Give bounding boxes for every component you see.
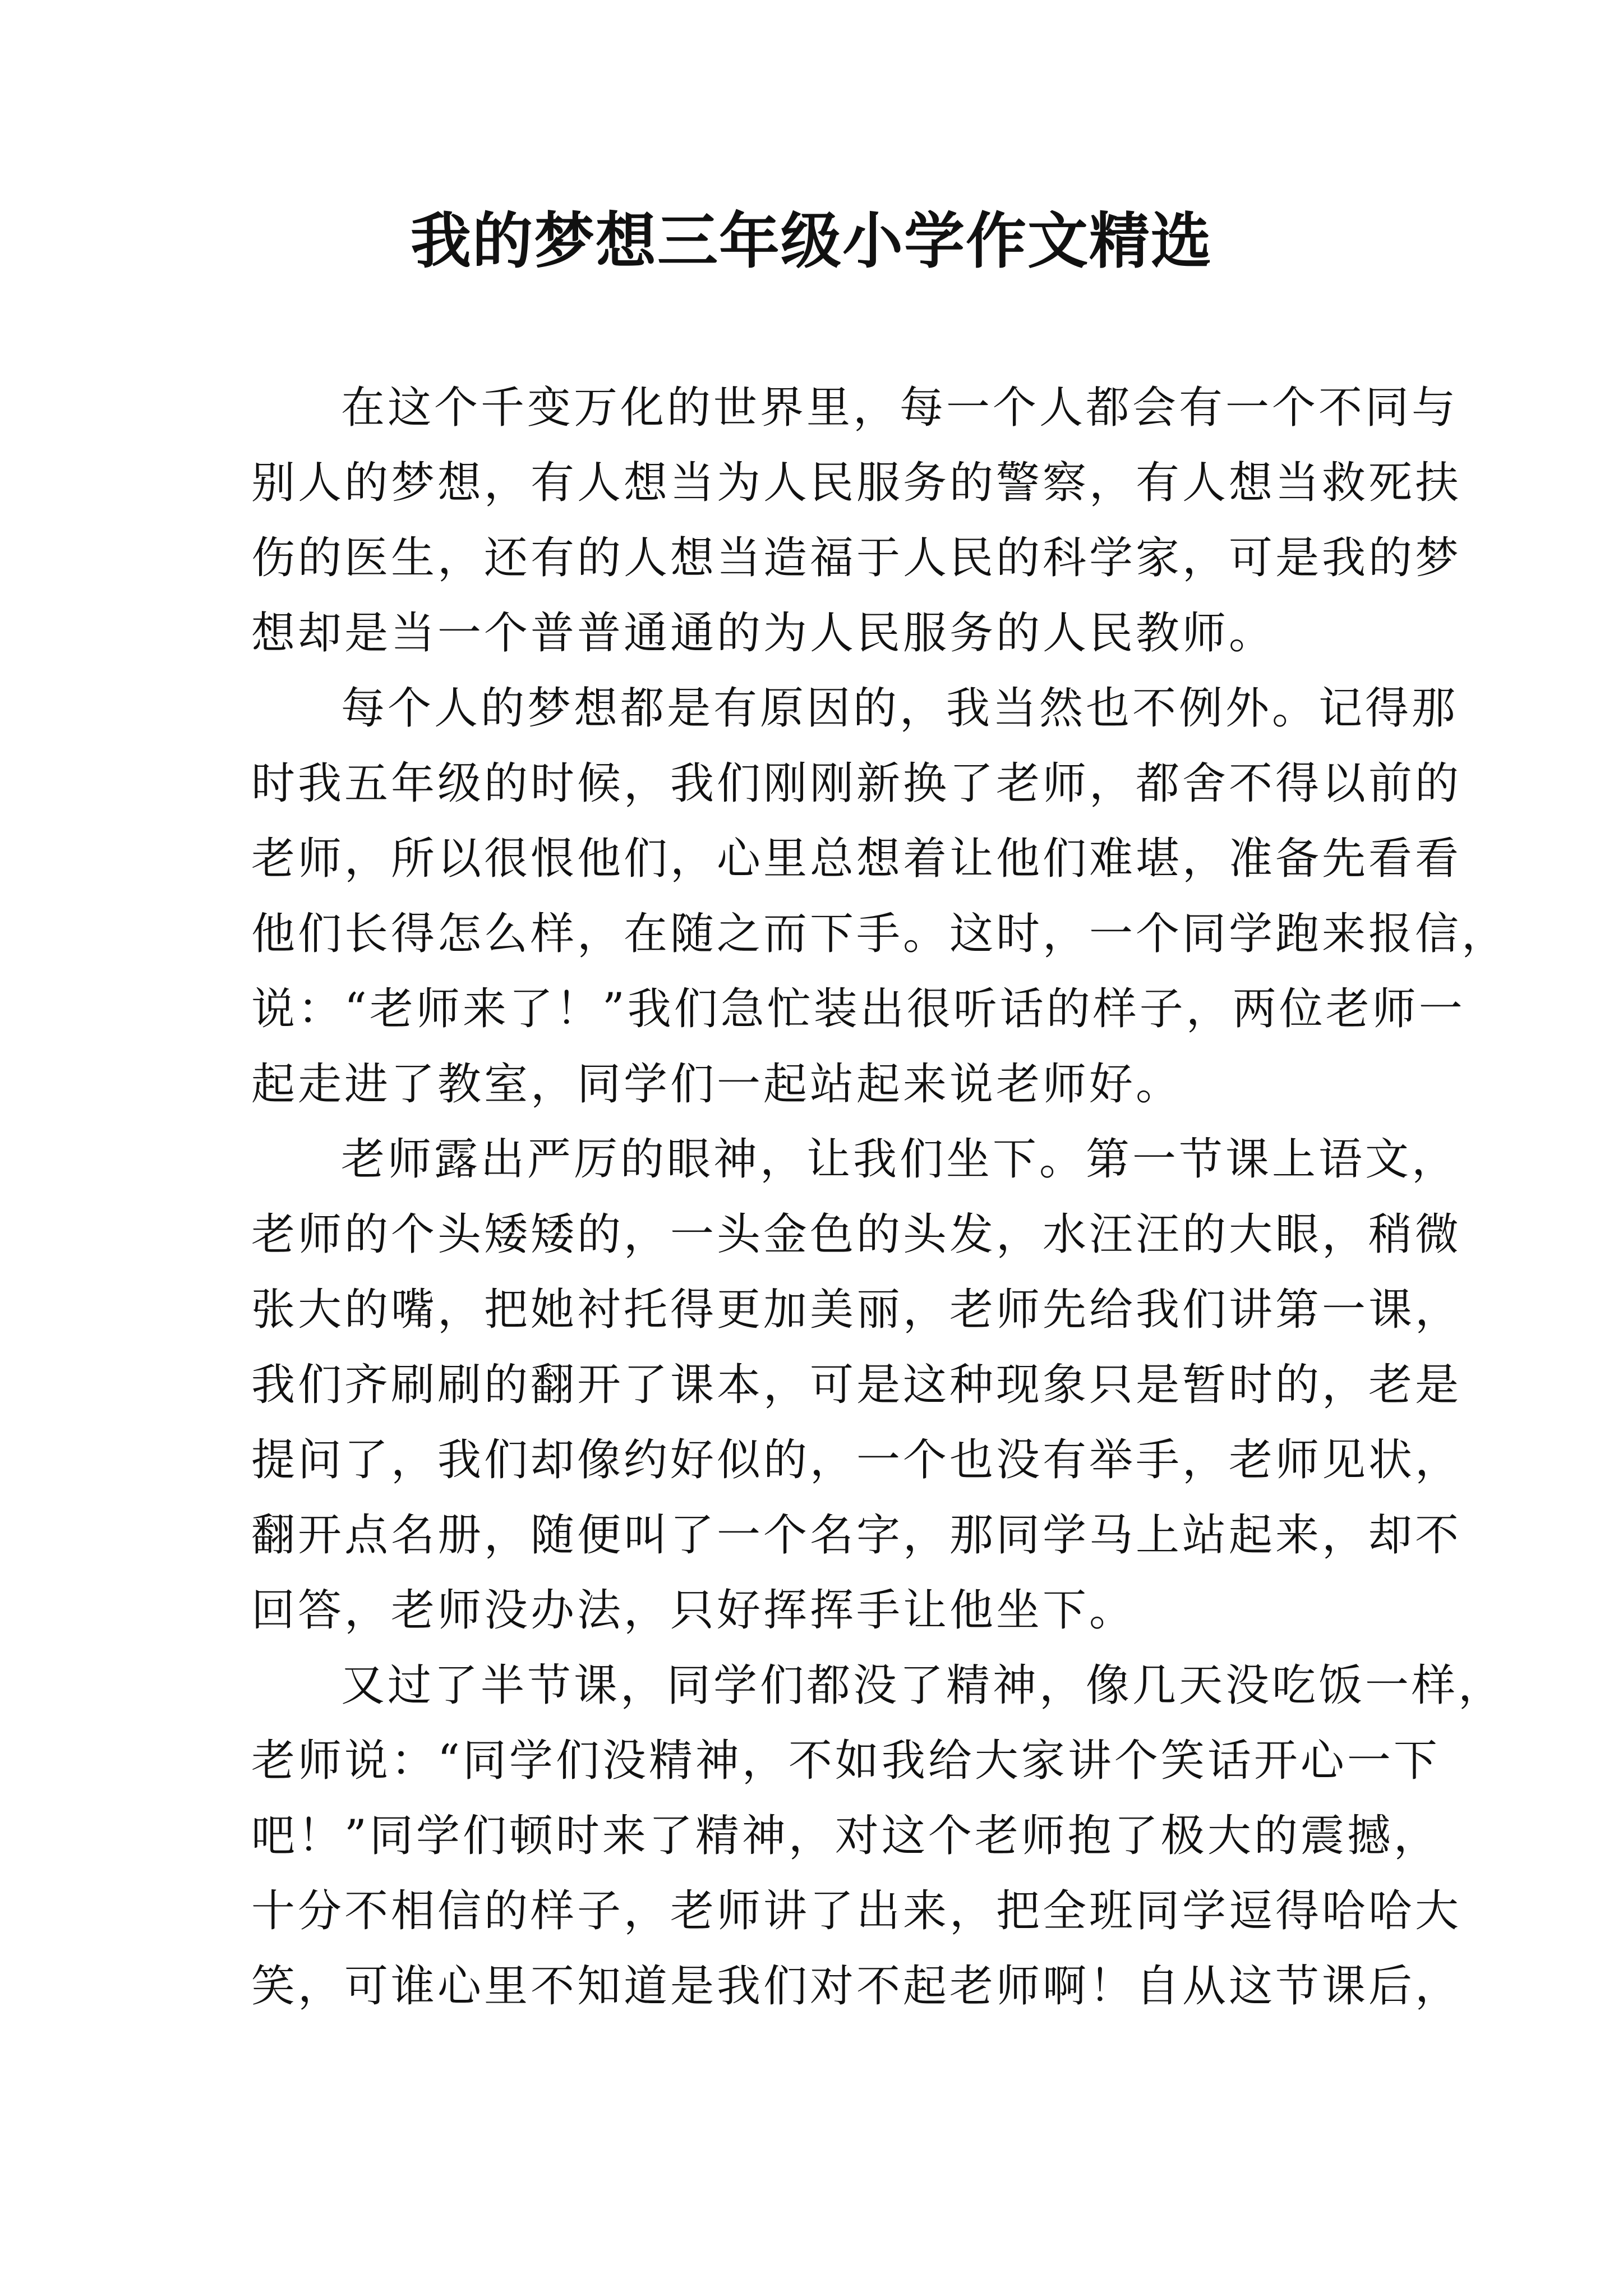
paragraph-line: 在这个千变万化的世界里，每一个人都会有一个不同与 [341,383,1459,433]
paragraph-line: 老师说：“同学们没精神，不如我给大家讲个笑话开心一下 [251,1736,1440,1786]
paragraph-line: 时我五年级的时候，我们刚刚新换了老师，都舍不得以前的 [251,758,1462,809]
document-body [251,370,1509,2024]
paragraph-line: 翻开点名册，随便叫了一个名字，那同学马上站起来，却不 [251,1510,1462,1561]
paragraph-line: 十分不相信的样子，老师讲了出来，把全班同学逗得哈哈大 [251,1886,1462,1936]
paragraph-line: 回答，老师没办法，只好挥挥手让他坐下。 [251,1585,1136,1636]
paragraph-line: 又过了半节课，同学们都没了精神，像几天没吃饭一样， [341,1660,1505,1711]
document-title: 我的梦想三年级小学作文精选 [410,206,1212,277]
paragraph-line: 张大的嘴，把她衬托得更加美丽，老师先给我们讲第一课， [251,1285,1462,1335]
paragraph-line: 我们齐刷刷的翻开了课本，可是这种现象只是暂时的，老是 [251,1360,1462,1410]
paragraph-line: 老师，所以很恨他们，心里总想着让他们难堪，准备先看看 [251,834,1462,884]
paragraph-line: 吧！”同学们顿时来了精神，对这个老师抱了极大的震撼， [251,1811,1440,1861]
paragraph-line: 笑，可谁心里不知道是我们对不起老师啊！自从这节课后， [251,1961,1462,2012]
paragraph-line: 说：“老师来了！”我们急忙装出很听话的样子，两位老师一 [251,984,1465,1034]
paragraph-line: 他们长得怎么样，在随之而下手。这时，一个同学跑来报信， [251,909,1509,959]
paragraph-line: 别人的梦想，有人想当为人民服务的警察，有人想当救死扶 [251,458,1462,508]
paragraph-line: 起走进了教室，同学们一起站起来说老师好。 [251,1059,1183,1110]
paragraph-line: 伤的医生，还有的人想当造福于人民的科学家，可是我的梦 [251,533,1462,583]
paragraph-line: 老师的个头矮矮的，一头金色的头发，水汪汪的大眼，稍微 [251,1209,1462,1260]
paragraph-line: 想却是当一个普普通通的为人民服务的人民教师。 [251,608,1276,659]
paragraph-line: 老师露出严厉的眼神，让我们坐下。第一节课上语文， [341,1134,1459,1185]
paragraph-line: 提问了，我们却像约好似的，一个也没有举手，老师见状， [251,1435,1462,1485]
paragraph-line: 每个人的梦想都是有原因的，我当然也不例外。记得那 [341,683,1459,734]
